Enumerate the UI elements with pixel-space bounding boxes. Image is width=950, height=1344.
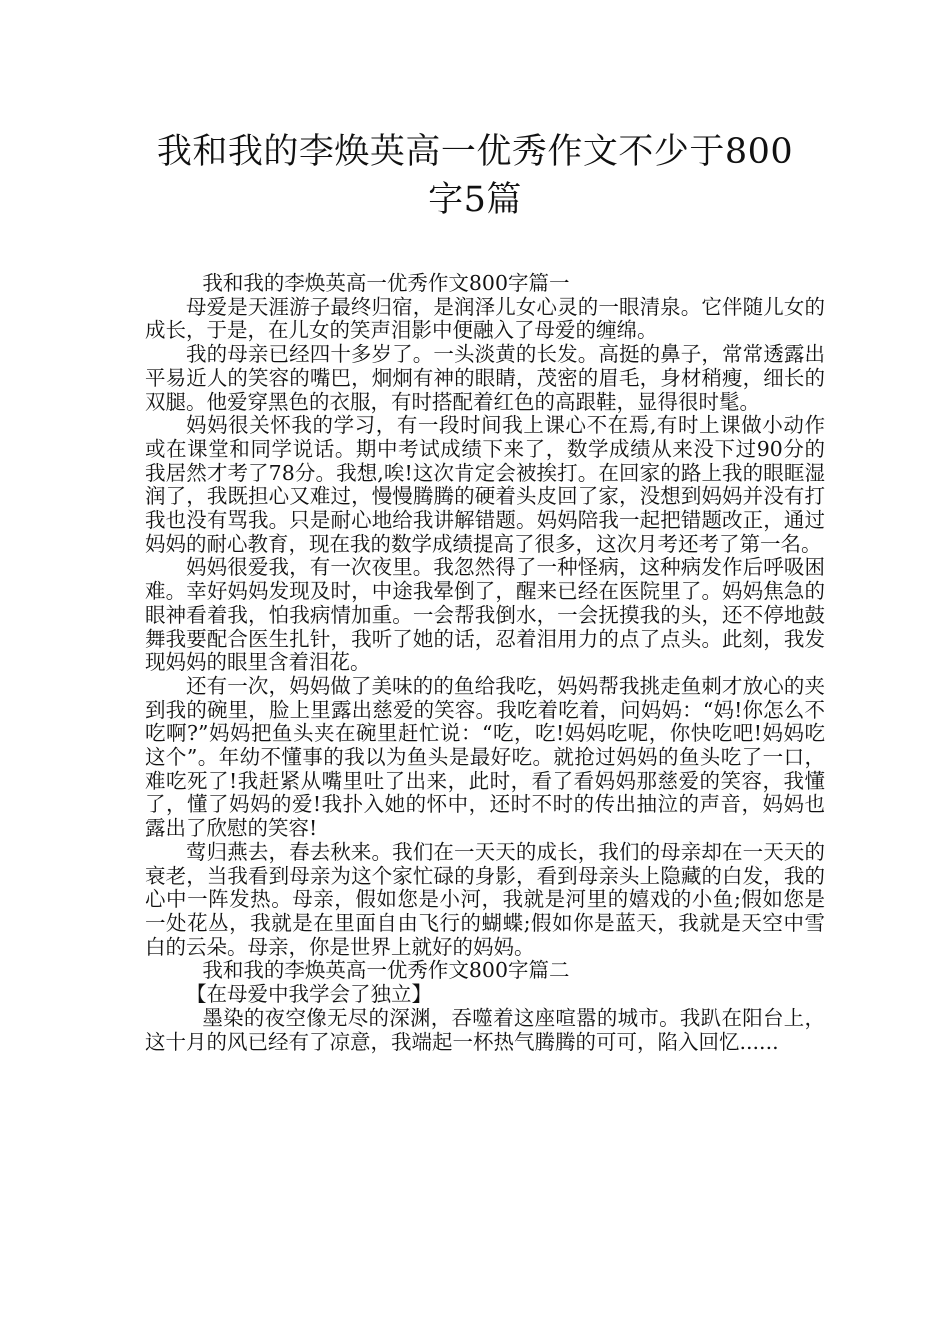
paragraph: 墨染的夜空像无尽的深渊，吞噬着这座喧嚣的城市。我趴在阳台上，这十月的风已经有了凉意，我端起一杯热气腾腾的可可，陷入回忆...... [145, 1005, 825, 1054]
section-subtitle: 【在母爱中我学会了独立】 [186, 982, 432, 1007]
section-heading-2: 我和我的李焕英高一优秀作文800字篇二 [202, 958, 570, 983]
paragraph: 妈妈很关怀我的学习，有一段时间我上课心不在焉,有时上课做小动作或在课堂和同学说话。期中考试成绩下来了，数学成绩从来没下过90分的我居然才考了78分。我想,唉!这次肯定会被挨打。在回家的路上我的眼眶湿润了，我既担心又难过，慢慢腾腾的硬着头皮回了家，没想到妈妈并没有打我也没有骂我。只是耐心地给我讲解错题。妈妈陪我一起把错题改正，通过妈妈的耐心教育，现在我的数学成绩提高了很多，这次月考还考了第一名。 [145, 413, 825, 556]
paragraph: 我的母亲已经四十多岁了。一头淡黄的长发。高挺的鼻子，常常透露出平易近人的笑容的嘴巴，炯炯有神的眼睛，茂密的眉毛，身材稍瘦，细长的双腿。他爱穿黑色的衣服，有时搭配着红色的高跟鞋，显得很时髦。 [145, 342, 825, 414]
document-title: 我和我的李焕英高一优秀作文不少于800字5篇 [156, 132, 794, 220]
paragraph: 母爱是天涯游子最终归宿，是润泽儿女心灵的一眼清泉。它伴随儿女的成长，于是，在儿女的笑声泪影中便融入了母爱的缠绵。 [145, 294, 825, 343]
document-body [145, 272, 825, 1054]
paragraph: 妈妈很爱我，有一次夜里。我忽然得了一种怪病，这种病发作后呼吸困难。幸好妈妈发现及时，中途我晕倒了，醒来已经在医院里了。妈妈焦急的眼神看着我，怕我病情加重。一会帮我倒水，一会抚摸我的头，还不停地鼓舞我要配合医生扎针，我听了她的话，忍着泪用力的点了点头。此刻，我发现妈妈的眼里含着泪花。 [145, 555, 825, 675]
paragraph: 莺归燕去，春去秋来。我们在一天天的成长，我们的母亲却在一天天的衰老，当我看到母亲为这个家忙碌的身影，看到母亲头上隐藏的白发，我的心中一阵发热。母亲，假如您是小河，我就是河里的嬉戏的小鱼;假如您是一处花丛，我就是在里面自由飞行的蝴蝶;假如你是蓝天，我就是天空中雪白的云朵。母亲，你是世界上就好的妈妈。 [145, 839, 825, 959]
paragraph: 还有一次，妈妈做了美味的的鱼给我吃，妈妈帮我挑走鱼刺才放心的夹到我的碗里，脸上里露出慈爱的笑容。我吃着吃着，问妈妈：“妈!你怎么不吃啊?”妈妈把鱼头夹在碗里赶忙说：“吃，吃!妈妈吃呢，你快吃吧!妈妈吃这个”。年幼不懂事的我以为鱼头是最好吃。就抢过妈妈的鱼头吃了一口，难吃死了!我赶紧从嘴里吐了出来，此时，看了看妈妈那慈爱的笑容，我懂了，懂了妈妈的爱!我扑入她的怀中，还时不时的传出抽泣的声音，妈妈也露出了欣慰的笑容! [145, 673, 825, 841]
section-heading-1: 我和我的李焕英高一优秀作文800字篇一 [202, 271, 570, 295]
